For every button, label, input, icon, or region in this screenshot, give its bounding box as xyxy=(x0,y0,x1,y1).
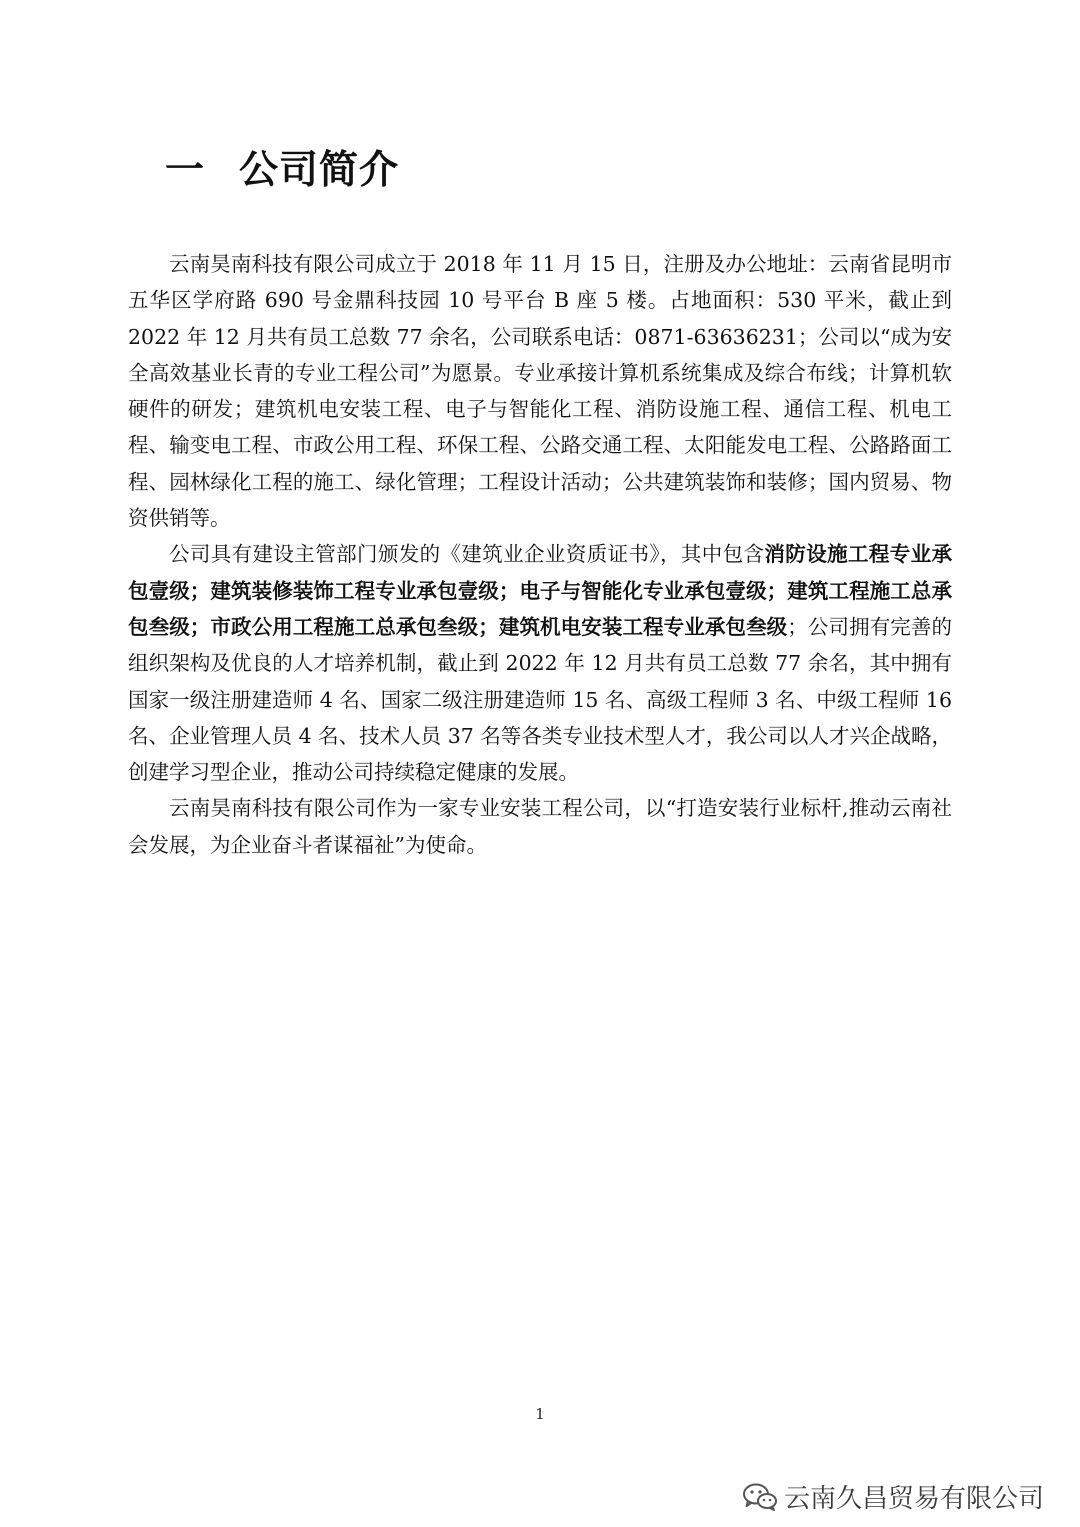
qualifications-list: 消防设施工程专业承包壹级；建筑装修装饰工程专业承包壹级；电子与智能化专业承包壹级；建筑工程施工总承包叁级；市政公用工程施工总承包叁级；建筑机电安装工程专业承包叁级 xyxy=(128,542,953,639)
paragraph-company-overview: 云南昊南科技有限公司成立于 2018 年 11 月 15 日，注册及办公地址：云南省昆明市五华区学府路 690 号金鼎科技园 10 号平台 B 座 5 楼。占地面积：530 平米，截止到 2022 年 12 月共有员工总数 77 余名，公司联系电话：0871-63636231；公司以“成为安全高效基业长青的专业工程公司”为愿景。专业承接计算机系统集成及综合布线；计算机软硬件的研发；建筑机电安装工程、电子与智能化工程、消防设施工程、通信工程、机电工程、输变电工程、市政公用工程、环保工程、公路交通工程、太阳能发电工程、公路路面工程、园林绿化工程的施工、绿化管理；工程设计活动；公共建筑装饰和装修；国内贸易、物资供销等。 xyxy=(128,252,952,531)
qualifications-rest: ；公司拥有完善的组织架构及优良的人才培养机制，截止到 2022 年 12 月共有员工总数 77 余名，其中拥有国家一级注册建造师 4 名、国家二级注册建造师 15 名、高级工程师 3 名、中级工程师 16 名、企业管理人员 4 名、技术人员 37 名等各类专业技术型人才，我公司以人才兴企战略，创建学习型企业，推动公司持续稳定健康的发展。 xyxy=(128,614,952,785)
section-title: 公司简介 xyxy=(239,148,400,193)
paragraph-qualifications xyxy=(128,536,952,790)
section-number: 一 xyxy=(165,148,206,193)
body-text xyxy=(128,246,952,863)
paragraph-mission: 云南昊南科技有限公司作为一家专业安装工程公司，以“打造安装行业标杆,推动云南社会发展，为企业奋斗者谋福祉”为使命。 xyxy=(128,796,952,857)
watermark-text: 云南久昌贸易有限公司 xyxy=(783,1484,1044,1514)
page-number: 1 xyxy=(535,1405,545,1423)
wechat-icon xyxy=(742,1482,778,1512)
section-heading xyxy=(165,150,399,193)
watermark xyxy=(742,1478,1044,1515)
qualifications-intro: 公司具有建设主管部门颁发的《建筑业企业资质证书》，其中包含 xyxy=(169,542,765,567)
